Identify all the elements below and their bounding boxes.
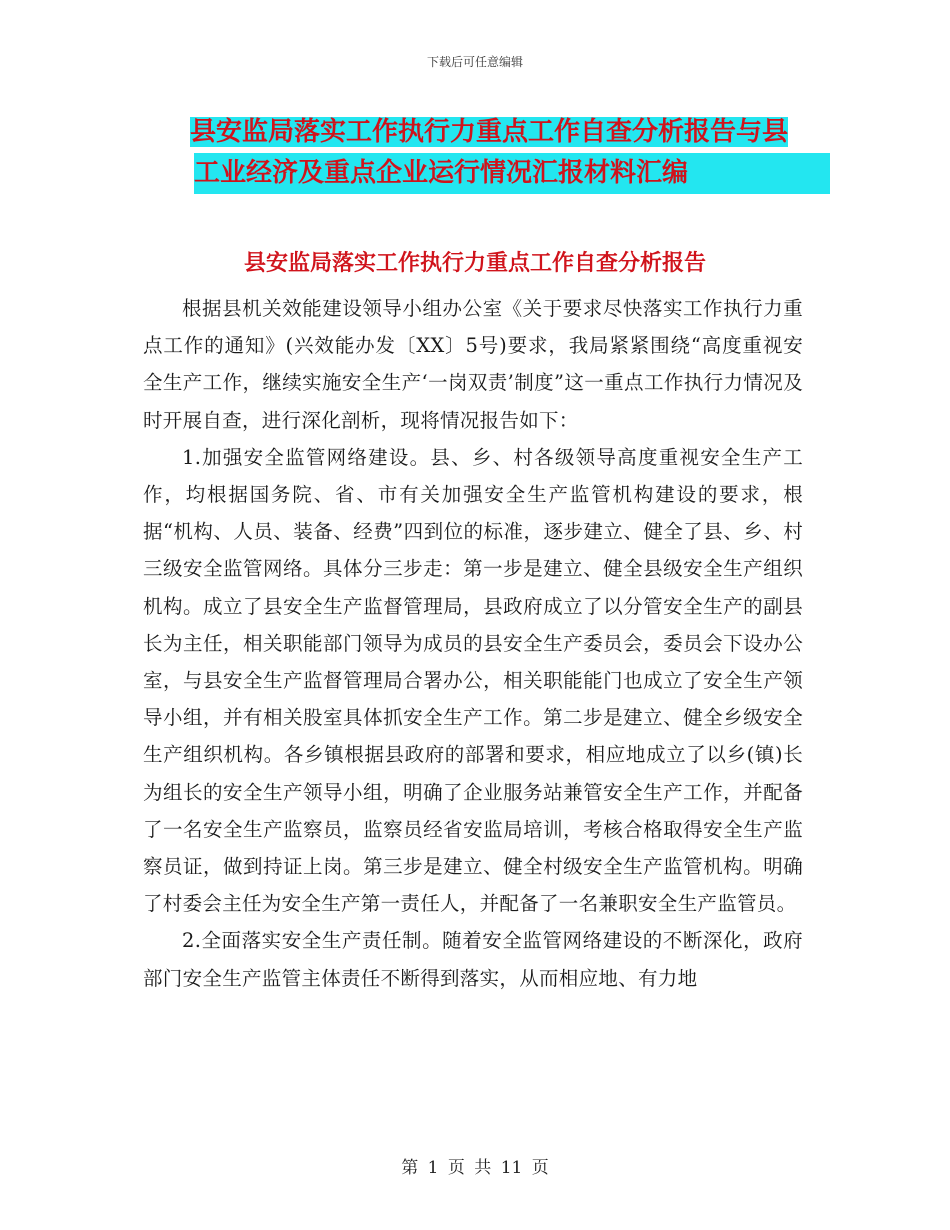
title-line-2-text: 工业经济及重点企业运行情况汇报材料汇编	[194, 158, 689, 188]
page-footer: 第 1 页 共 11 页	[401, 1158, 549, 1178]
section-subtitle: 县安监局落实工作执行力重点工作自查分析报告	[243, 251, 706, 276]
title-line-2	[194, 153, 830, 194]
paragraph-intro: 根据县机关效能建设领导小组办公室《关于要求尽快落实工作执行力重点工作的通知》(兴效能办发〔XX〕5号)要求，我局紧紧围绕“高度重视安全生产工作，继续实施安全生产‘一岗双责’制度”这一重点工作执行力情况及时开展自查，进行深化剖析，现将情况报告如下：	[143, 297, 803, 432]
paragraph-item-2: 2.全面落实安全生产责任制。随着安全监管网络建设的不断深化，政府部门安全生产监管主体责任不断得到落实，从而相应地、有力地	[143, 929, 803, 990]
document-body	[143, 290, 803, 997]
document-title	[190, 112, 830, 194]
title-line-1: 县安监局落实工作执行力重点工作自查分析报告与县	[190, 117, 789, 147]
paragraph-item-1: 1.加强安全监管网络建设。县、乡、村各级领导高度重视安全生产工作，均根据国务院、省、市有关加强安全生产监管机构建设的要求，根据“机构、人员、装备、经费”四到位的标准，逐步建立、健全了县、乡、村三级安全监管网络。具体分三步走：第一步是建立、健全县级安全生产组织机构。成立了县安全生产监督管理局，县政府成立了以分管安全生产的副县长为主任，相关职能部门领导为成员的县安全生产委员会，委员会下设办公室，与县安全生产监督管理局合署办公，相关职能能门也成立了安全生产领导小组，并有相关股室具体抓安全生产工作。第二步是建立、健全乡级安全生产组织机构。各乡镇根据县政府的部署和要求，相应地成立了以乡(镇)长为组长的安全生产领导小组，明确了企业服务站兼管安全生产工作，并配备了一名安全生产监察员，监察员经省安监局培训，考核合格取得安全生产监察员证，做到持证上岗。第三步是建立、健全村级安全生产监管机构。明确了村委会主任为安全生产第一责任人，并配备了一名兼职安全生产监管员。	[143, 445, 803, 916]
header-note: 下载后可任意编辑	[426, 55, 523, 69]
